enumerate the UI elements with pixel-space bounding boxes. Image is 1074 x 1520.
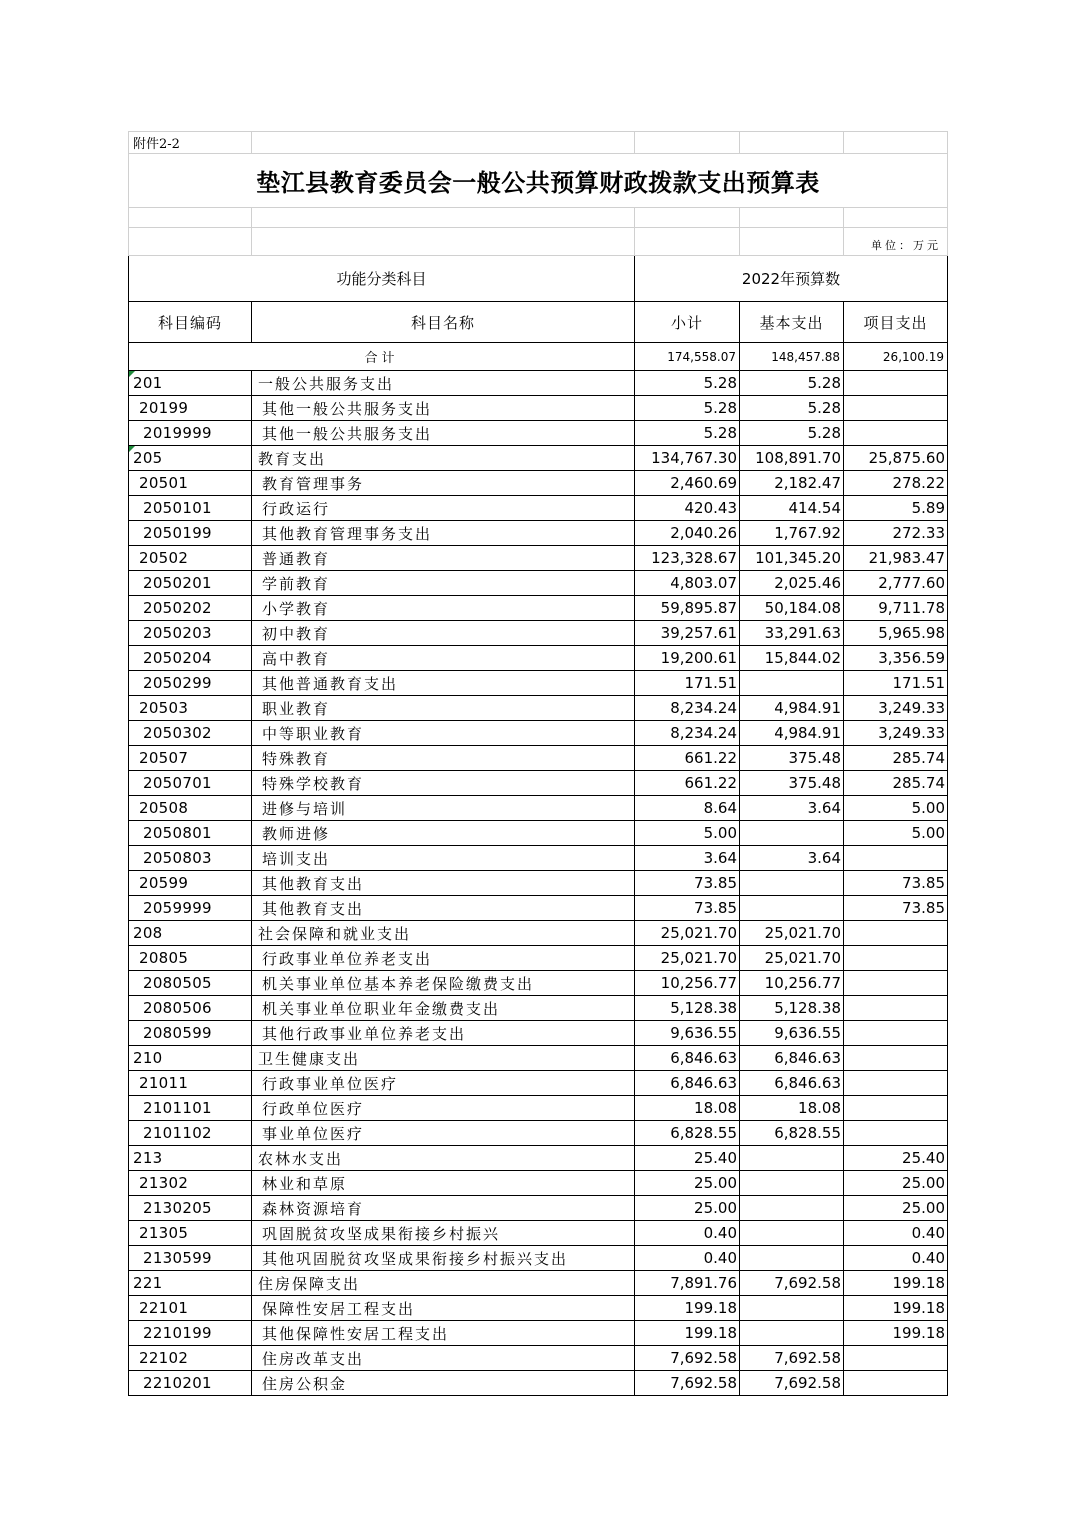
row-name: 其他一般公共服务支出	[252, 421, 635, 446]
row-basic: 3.64	[740, 796, 844, 821]
total-basic: 148,457.88	[740, 343, 844, 371]
table-row	[129, 446, 948, 471]
row-project: 2,777.60	[844, 571, 948, 596]
row-project: 3,249.33	[844, 721, 948, 746]
row-code: 201	[129, 371, 252, 396]
row-code: 205	[129, 446, 252, 471]
table-row	[129, 521, 948, 546]
row-project	[844, 946, 948, 971]
row-basic	[740, 1246, 844, 1271]
row-basic: 108,891.70	[740, 446, 844, 471]
row-name: 其他教育管理事务支出	[252, 521, 635, 546]
row-code: 2101102	[129, 1121, 252, 1146]
page-title: 垫江县教育委员会一般公共预算财政拨款支出预算表	[129, 154, 948, 208]
table-row	[129, 471, 948, 496]
table-row	[129, 1321, 948, 1346]
row-basic: 15,844.02	[740, 646, 844, 671]
annex-label: 附件2-2	[129, 132, 252, 154]
header-project: 项目支出	[844, 302, 948, 343]
row-subtotal: 4,803.07	[635, 571, 740, 596]
row-basic: 7,692.58	[740, 1271, 844, 1296]
row-name: 卫生健康支出	[252, 1046, 635, 1071]
row-code: 2130599	[129, 1246, 252, 1271]
row-basic: 7,692.58	[740, 1346, 844, 1371]
row-name: 其他教育支出	[252, 871, 635, 896]
row-code: 2019999	[129, 421, 252, 446]
row-basic: 5,128.38	[740, 996, 844, 1021]
row-code: 20599	[129, 871, 252, 896]
row-code: 2050299	[129, 671, 252, 696]
row-project: 21,983.47	[844, 546, 948, 571]
row-subtotal: 420.43	[635, 496, 740, 521]
row-code: 2050302	[129, 721, 252, 746]
row-code: 2050801	[129, 821, 252, 846]
row-subtotal: 25,021.70	[635, 921, 740, 946]
table-row	[129, 621, 948, 646]
table-row	[129, 721, 948, 746]
row-basic	[740, 821, 844, 846]
row-basic: 6,846.63	[740, 1071, 844, 1096]
row-subtotal: 199.18	[635, 1321, 740, 1346]
row-subtotal: 134,767.30	[635, 446, 740, 471]
row-project	[844, 971, 948, 996]
row-project: 5.00	[844, 796, 948, 821]
row-basic: 375.48	[740, 771, 844, 796]
header-function-category: 功能分类科目	[129, 256, 635, 302]
row-project	[844, 1096, 948, 1121]
row-subtotal: 3.64	[635, 846, 740, 871]
row-project: 285.74	[844, 746, 948, 771]
row-name: 教育支出	[252, 446, 635, 471]
row-name: 行政事业单位养老支出	[252, 946, 635, 971]
row-name: 社会保障和就业支出	[252, 921, 635, 946]
row-subtotal: 0.40	[635, 1246, 740, 1271]
table-row	[129, 646, 948, 671]
row-subtotal: 5.28	[635, 421, 740, 446]
row-code: 20805	[129, 946, 252, 971]
row-basic: 10,256.77	[740, 971, 844, 996]
row-code: 2050201	[129, 571, 252, 596]
row-basic: 25,021.70	[740, 946, 844, 971]
row-subtotal: 25.00	[635, 1196, 740, 1221]
row-basic: 4,984.91	[740, 721, 844, 746]
row-basic: 3.64	[740, 846, 844, 871]
row-subtotal: 8.64	[635, 796, 740, 821]
row-project	[844, 921, 948, 946]
table-row	[129, 971, 948, 996]
header-name: 科目名称	[252, 302, 635, 343]
row-project	[844, 371, 948, 396]
row-subtotal: 2,460.69	[635, 471, 740, 496]
row-subtotal: 5,128.38	[635, 996, 740, 1021]
row-name: 巩固脱贫攻坚成果衔接乡村振兴	[252, 1221, 635, 1246]
row-name: 其他巩固脱贫攻坚成果衔接乡村振兴支出	[252, 1246, 635, 1271]
row-subtotal: 19,200.61	[635, 646, 740, 671]
row-basic: 33,291.63	[740, 621, 844, 646]
row-project	[844, 1346, 948, 1371]
row-basic	[740, 896, 844, 921]
row-code: 2101101	[129, 1096, 252, 1121]
row-name: 其他行政事业单位养老支出	[252, 1021, 635, 1046]
row-basic: 6,846.63	[740, 1046, 844, 1071]
row-code: 2050202	[129, 596, 252, 621]
table-row	[129, 1196, 948, 1221]
row-project: 171.51	[844, 671, 948, 696]
row-code: 22102	[129, 1346, 252, 1371]
row-subtotal: 199.18	[635, 1296, 740, 1321]
table-row	[129, 1296, 948, 1321]
table-row	[129, 1171, 948, 1196]
table-row	[129, 496, 948, 521]
row-basic	[740, 1321, 844, 1346]
table-row	[129, 1146, 948, 1171]
row-code: 20508	[129, 796, 252, 821]
row-code: 20502	[129, 546, 252, 571]
row-code: 208	[129, 921, 252, 946]
table-row	[129, 596, 948, 621]
row-name: 特殊教育	[252, 746, 635, 771]
row-basic	[740, 1196, 844, 1221]
table-row	[129, 396, 948, 421]
row-project	[844, 1071, 948, 1096]
row-subtotal: 7,692.58	[635, 1371, 740, 1396]
header-code: 科目编码	[129, 302, 252, 343]
row-code: 2050701	[129, 771, 252, 796]
table-row	[129, 1221, 948, 1246]
row-subtotal: 661.22	[635, 746, 740, 771]
row-project: 285.74	[844, 771, 948, 796]
row-code: 2050803	[129, 846, 252, 871]
row-name: 机关事业单位职业年金缴费支出	[252, 996, 635, 1021]
header-budget-2022: 2022年预算数	[635, 256, 948, 302]
row-project	[844, 846, 948, 871]
table-row	[129, 1346, 948, 1371]
row-project	[844, 1046, 948, 1071]
row-subtotal: 8,234.24	[635, 696, 740, 721]
row-basic: 4,984.91	[740, 696, 844, 721]
row-subtotal: 10,256.77	[635, 971, 740, 996]
row-name: 高中教育	[252, 646, 635, 671]
row-project: 25,875.60	[844, 446, 948, 471]
table-row	[129, 546, 948, 571]
row-name: 中等职业教育	[252, 721, 635, 746]
row-code: 2210199	[129, 1321, 252, 1346]
row-basic: 9,636.55	[740, 1021, 844, 1046]
row-subtotal: 0.40	[635, 1221, 740, 1246]
row-code: 2050101	[129, 496, 252, 521]
row-code: 2050203	[129, 621, 252, 646]
total-subtotal: 174,558.07	[635, 343, 740, 371]
row-code: 20507	[129, 746, 252, 771]
table-row	[129, 571, 948, 596]
row-basic: 1,767.92	[740, 521, 844, 546]
row-code: 20199	[129, 396, 252, 421]
row-basic: 2,182.47	[740, 471, 844, 496]
row-code: 2050199	[129, 521, 252, 546]
row-name: 林业和草原	[252, 1171, 635, 1196]
row-subtotal: 25.00	[635, 1171, 740, 1196]
table-row	[129, 846, 948, 871]
row-name: 农林水支出	[252, 1146, 635, 1171]
row-name: 教育管理事务	[252, 471, 635, 496]
row-project: 25.00	[844, 1171, 948, 1196]
row-name: 其他教育支出	[252, 896, 635, 921]
row-name: 进修与培训	[252, 796, 635, 821]
row-basic: 5.28	[740, 371, 844, 396]
row-code: 2059999	[129, 896, 252, 921]
row-subtotal: 2,040.26	[635, 521, 740, 546]
table-row	[129, 871, 948, 896]
row-name: 职业教育	[252, 696, 635, 721]
row-code: 2050204	[129, 646, 252, 671]
table-row	[129, 771, 948, 796]
row-name: 住房改革支出	[252, 1346, 635, 1371]
table-row	[129, 1021, 948, 1046]
row-name: 行政运行	[252, 496, 635, 521]
row-project	[844, 996, 948, 1021]
row-project: 199.18	[844, 1321, 948, 1346]
row-project: 73.85	[844, 871, 948, 896]
table-row	[129, 1121, 948, 1146]
row-subtotal: 9,636.55	[635, 1021, 740, 1046]
table-row	[129, 1371, 948, 1396]
row-code: 20503	[129, 696, 252, 721]
row-code: 210	[129, 1046, 252, 1071]
row-project: 199.18	[844, 1296, 948, 1321]
row-basic	[740, 871, 844, 896]
row-subtotal: 39,257.61	[635, 621, 740, 646]
row-basic: 101,345.20	[740, 546, 844, 571]
row-project: 73.85	[844, 896, 948, 921]
row-code: 2080506	[129, 996, 252, 1021]
row-project	[844, 1121, 948, 1146]
row-code: 2080599	[129, 1021, 252, 1046]
row-code: 21011	[129, 1071, 252, 1096]
row-project: 272.33	[844, 521, 948, 546]
table-body	[129, 343, 948, 1396]
row-name: 培训支出	[252, 846, 635, 871]
row-subtotal: 5.28	[635, 371, 740, 396]
row-subtotal: 6,846.63	[635, 1046, 740, 1071]
table-row	[129, 896, 948, 921]
row-subtotal: 6,846.63	[635, 1071, 740, 1096]
row-subtotal: 7,692.58	[635, 1346, 740, 1371]
table-row	[129, 821, 948, 846]
row-basic: 5.28	[740, 421, 844, 446]
row-name: 学前教育	[252, 571, 635, 596]
row-subtotal: 8,234.24	[635, 721, 740, 746]
row-basic	[740, 671, 844, 696]
row-project: 5.00	[844, 821, 948, 846]
total-label: 合计	[129, 343, 635, 371]
row-code: 21305	[129, 1221, 252, 1246]
row-subtotal: 18.08	[635, 1096, 740, 1121]
row-name: 教师进修	[252, 821, 635, 846]
row-project: 9,711.78	[844, 596, 948, 621]
row-project: 3,356.59	[844, 646, 948, 671]
total-project: 26,100.19	[844, 343, 948, 371]
row-subtotal: 73.85	[635, 871, 740, 896]
row-code: 2130205	[129, 1196, 252, 1221]
row-project: 5.89	[844, 496, 948, 521]
row-name: 机关事业单位基本养老保险缴费支出	[252, 971, 635, 996]
row-name: 住房保障支出	[252, 1271, 635, 1296]
row-code: 20501	[129, 471, 252, 496]
row-name: 小学教育	[252, 596, 635, 621]
row-name: 一般公共服务支出	[252, 371, 635, 396]
row-name: 其他保障性安居工程支出	[252, 1321, 635, 1346]
row-code: 2210201	[129, 1371, 252, 1396]
row-subtotal: 25,021.70	[635, 946, 740, 971]
row-basic	[740, 1221, 844, 1246]
row-basic: 18.08	[740, 1096, 844, 1121]
header-basic: 基本支出	[740, 302, 844, 343]
row-project: 278.22	[844, 471, 948, 496]
table-row	[129, 1071, 948, 1096]
table-row	[129, 946, 948, 971]
row-project	[844, 1371, 948, 1396]
row-project: 5,965.98	[844, 621, 948, 646]
table-row	[129, 921, 948, 946]
row-basic: 7,692.58	[740, 1371, 844, 1396]
row-code: 221	[129, 1271, 252, 1296]
row-project: 199.18	[844, 1271, 948, 1296]
row-name: 保障性安居工程支出	[252, 1296, 635, 1321]
row-name: 特殊学校教育	[252, 771, 635, 796]
table-row	[129, 996, 948, 1021]
row-name: 事业单位医疗	[252, 1121, 635, 1146]
row-subtotal: 73.85	[635, 896, 740, 921]
budget-sheet	[128, 131, 948, 1396]
table-row	[129, 696, 948, 721]
table-row	[129, 746, 948, 771]
header-subtotal: 小计	[635, 302, 740, 343]
row-code: 22101	[129, 1296, 252, 1321]
row-basic: 50,184.08	[740, 596, 844, 621]
row-name: 普通教育	[252, 546, 635, 571]
row-name: 行政单位医疗	[252, 1096, 635, 1121]
row-basic: 375.48	[740, 746, 844, 771]
row-project: 0.40	[844, 1221, 948, 1246]
table-row	[129, 1046, 948, 1071]
row-basic: 25,021.70	[740, 921, 844, 946]
row-subtotal: 5.00	[635, 821, 740, 846]
row-name: 其他普通教育支出	[252, 671, 635, 696]
row-basic: 6,828.55	[740, 1121, 844, 1146]
row-basic	[740, 1171, 844, 1196]
row-project	[844, 421, 948, 446]
row-subtotal: 7,891.76	[635, 1271, 740, 1296]
row-subtotal: 123,328.67	[635, 546, 740, 571]
row-basic	[740, 1146, 844, 1171]
table-row	[129, 421, 948, 446]
table-row	[129, 1096, 948, 1121]
table-row	[129, 671, 948, 696]
table-header	[129, 256, 948, 343]
row-code: 2080505	[129, 971, 252, 996]
row-basic: 5.28	[740, 396, 844, 421]
row-project: 25.40	[844, 1146, 948, 1171]
sheet-meta	[129, 132, 948, 256]
table-row	[129, 796, 948, 821]
row-subtotal: 25.40	[635, 1146, 740, 1171]
row-project	[844, 1021, 948, 1046]
row-project: 3,249.33	[844, 696, 948, 721]
row-subtotal: 6,828.55	[635, 1121, 740, 1146]
row-name: 住房公积金	[252, 1371, 635, 1396]
row-basic: 414.54	[740, 496, 844, 521]
row-name: 森林资源培育	[252, 1196, 635, 1221]
total-row	[129, 343, 948, 371]
row-basic: 2,025.46	[740, 571, 844, 596]
table-row	[129, 1246, 948, 1271]
row-name: 其他一般公共服务支出	[252, 396, 635, 421]
row-subtotal: 661.22	[635, 771, 740, 796]
row-project	[844, 396, 948, 421]
table-row	[129, 1271, 948, 1296]
row-name: 初中教育	[252, 621, 635, 646]
row-basic	[740, 1296, 844, 1321]
row-project: 25.00	[844, 1196, 948, 1221]
table-row	[129, 371, 948, 396]
row-project: 0.40	[844, 1246, 948, 1271]
unit-label: 单位：万元	[844, 228, 948, 256]
row-code: 21302	[129, 1171, 252, 1196]
row-subtotal: 59,895.87	[635, 596, 740, 621]
row-name: 行政事业单位医疗	[252, 1071, 635, 1096]
row-code: 213	[129, 1146, 252, 1171]
row-subtotal: 5.28	[635, 396, 740, 421]
row-subtotal: 171.51	[635, 671, 740, 696]
